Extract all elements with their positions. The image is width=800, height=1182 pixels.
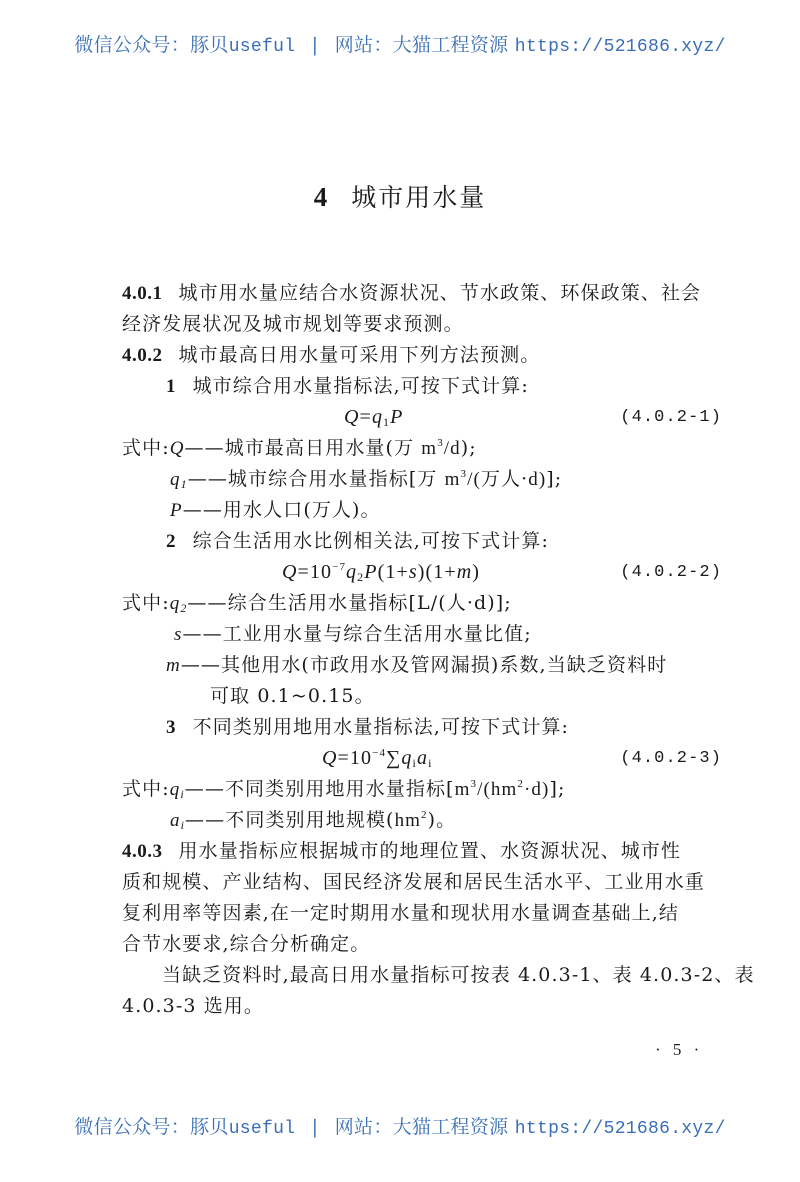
item-number: 1: [166, 376, 177, 397]
watermark-wechat-label: 微信公众号：: [74, 34, 191, 56]
clause-text: 城市用水量应结合水资源状况、节水政策、环保政策、社会: [178, 282, 702, 304]
where-label: 式中:: [122, 778, 170, 800]
var-definition: [122, 619, 722, 650]
formula-4-0-2-2: [122, 557, 722, 588]
clause-text-cont: 合节水要求,综合分析确定。: [122, 933, 371, 955]
watermark-site-label: 网站：: [334, 34, 393, 56]
item-number: 2: [166, 531, 177, 552]
where-label: 式中:: [122, 437, 170, 459]
var-symbol: $a_i$: [170, 810, 186, 832]
var-symbol: P: [170, 500, 183, 521]
watermark-url[interactable]: https://521686.xyz/: [514, 37, 726, 57]
item-text: 城市综合用水量指标法,可按下式计算:: [192, 375, 529, 397]
clause-4-0-3: [122, 836, 722, 867]
var-definition: [122, 805, 722, 836]
method-item-2: [122, 526, 722, 557]
var-desc-cont: 可取 0.1~0.15。: [210, 685, 375, 707]
equation-number: (4.0.2-1): [620, 408, 722, 427]
watermark-site-name: 大猫工程资源: [392, 34, 509, 56]
var-desc: ——综合生活用水量指标[L/(人·d)];: [187, 592, 512, 614]
var-definition: [122, 464, 722, 495]
clause-4-0-2: [122, 340, 722, 371]
var-definition: [122, 495, 722, 526]
formula-4-0-2-3: [122, 743, 722, 774]
watermark-wechat-label: 微信公众号：: [74, 1116, 191, 1138]
var-desc: ——其他用水(市政用水及管网漏损)系数,当缺乏资料时: [180, 654, 668, 676]
var-desc: ——城市综合用水量指标[万 $m^3/$(万人·d)];: [187, 468, 563, 490]
watermark-wechat-name: 豚贝: [190, 1116, 229, 1138]
clause-number: 4.0.1: [122, 283, 163, 304]
watermark-bottom: [0, 1112, 800, 1139]
clause-number: 4.0.3: [122, 841, 163, 862]
clause-number: 4.0.2: [122, 345, 163, 366]
equation-number: (4.0.2-3): [620, 749, 722, 768]
method-item-3: [122, 712, 722, 743]
var-symbol: m: [166, 655, 181, 676]
var-symbol: $q_2$: [169, 593, 188, 615]
item-number: 3: [166, 717, 177, 738]
clause-text-cont: 复利用率等因素,在一定时期用水量和现状用水量调查基础上,结: [122, 902, 679, 924]
equation-number: (4.0.2-2): [620, 563, 722, 582]
watermark-wechat-name-en: useful: [228, 37, 296, 57]
var-desc: ——不同类别用地规模$(hm^2)$。: [185, 809, 457, 831]
watermark-site-name: 大猫工程资源: [392, 1116, 509, 1138]
clause-text: 城市最高日用水量可采用下列方法预测。: [178, 344, 541, 366]
formula: $Q=10^{-4}\sum q_ia_i$: [322, 747, 433, 770]
var-desc: ——工业用水量与综合生活用水量比值;: [182, 623, 532, 645]
watermark-separator: |: [311, 34, 319, 56]
var-definition: [122, 774, 722, 805]
var-desc: ——城市最高日用水量(万 $m^3/d$);: [184, 437, 477, 459]
chapter-title: [0, 178, 800, 214]
item-text: 综合生活用水比例相关法,可按下式计算:: [192, 530, 549, 552]
where-label: 式中:: [122, 592, 170, 614]
clause-text-cont: 质和规模、产业结构、国民经济发展和居民生活水平、工业用水重: [122, 871, 705, 893]
var-definition: [122, 650, 722, 681]
var-definition: [122, 433, 722, 464]
watermark-top: [0, 30, 800, 57]
var-desc: ——用水人口(万人)。: [182, 499, 381, 521]
watermark-wechat-name-en: useful: [228, 1119, 296, 1139]
var-symbol: $q_1$: [170, 469, 188, 491]
var-definition: [122, 588, 722, 619]
clause-text: 用水量指标应根据城市的地理位置、水资源状况、城市性: [178, 840, 682, 862]
var-symbol: Q: [169, 438, 185, 459]
watermark-wechat-name: 豚贝: [190, 34, 229, 56]
page-number: · 5 ·: [655, 1040, 704, 1059]
clause-text-cont: 经济发展状况及城市规划等要求预测。: [122, 313, 464, 335]
watermark-separator: |: [311, 1116, 319, 1138]
watermark-site-label: 网站：: [334, 1116, 393, 1138]
watermark-url[interactable]: https://521686.xyz/: [514, 1119, 726, 1139]
formula-4-0-2-1: [122, 402, 722, 433]
document-body: [122, 278, 755, 1022]
clause-paragraph-2: 当缺乏资料时,最高日用水量指标可按表 4.0.3-1、表 4.0.3-2、表: [162, 964, 755, 986]
clause-paragraph-2-cont: 4.0.3-3 选用。: [122, 995, 264, 1017]
item-text: 不同类别用地用水量指标法,可按下式计算:: [192, 716, 570, 738]
clause-4-0-1: [122, 278, 722, 309]
var-symbol: s: [174, 624, 183, 645]
chapter-title-text: 城市用水量: [351, 183, 487, 212]
formula: $Q=q_1P$: [344, 406, 404, 429]
formula: $Q=10^{-7}q_2P(1+s)(1+m)$: [282, 561, 481, 584]
var-desc: ——不同类别用地用水量指标$[m^3/(hm^2\cdot d)]$;: [184, 778, 566, 800]
chapter-number: 4: [313, 182, 330, 212]
method-item-1: [122, 371, 722, 402]
var-symbol: $q_i$: [169, 779, 185, 801]
